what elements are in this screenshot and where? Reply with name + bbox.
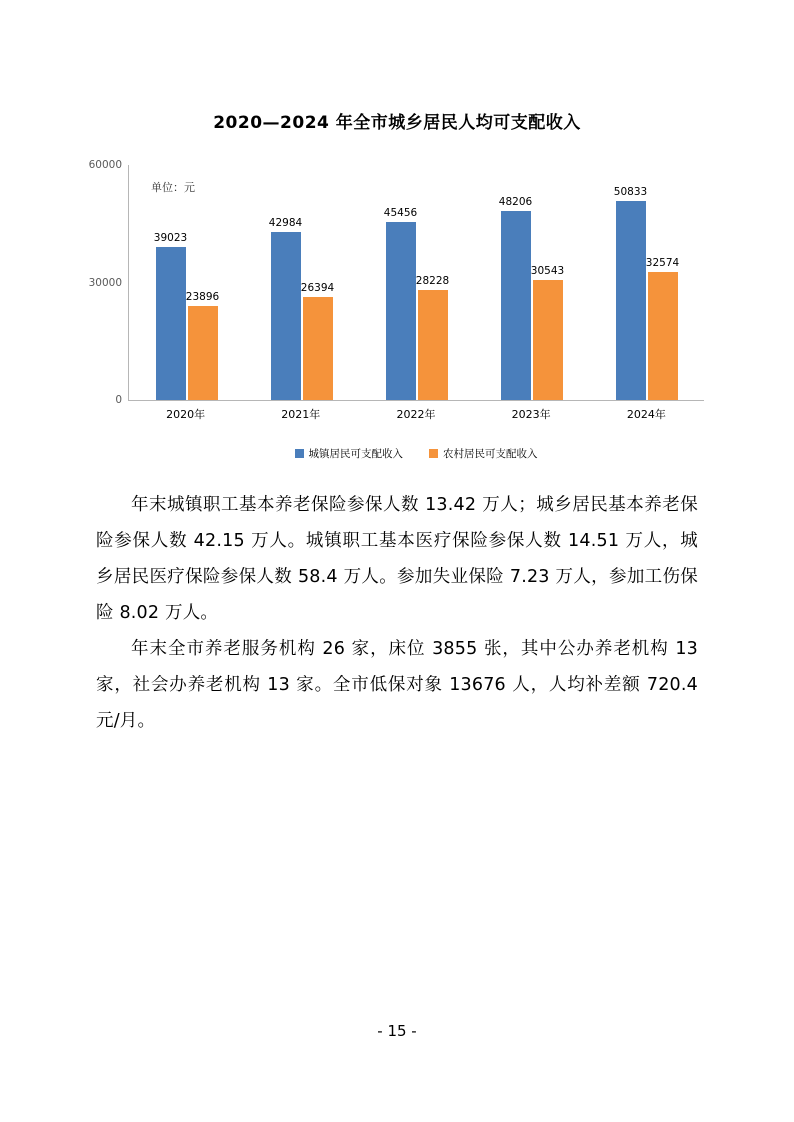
paragraph-2: 年末全市养老服务机构 26 家，床位 3855 张，其中公办养老机构 13 家，社会办养老机构 13 家。全市低保对象 13676 人，人均补差额 720.4 元/月。 <box>96 639 698 731</box>
legend-label: 城镇居民可支配收入 <box>308 448 403 460</box>
legend-item-urban <box>295 446 404 461</box>
legend-item-rural <box>429 446 538 461</box>
bar-urban-2021 <box>268 216 303 400</box>
y-axis-tick-0: 0 <box>115 394 122 406</box>
bar-value-label: 32574 <box>645 257 680 270</box>
bar-value-label: 23896 <box>185 291 220 304</box>
bar-value-label: 50833 <box>613 185 648 198</box>
bar-urban-2023 <box>498 196 533 400</box>
bar-value-label: 45456 <box>383 206 418 219</box>
x-axis-tick: 2024年 <box>626 408 666 421</box>
bar-groups <box>129 165 704 400</box>
legend-swatch-icon <box>429 449 438 458</box>
bar-chart <box>60 150 740 480</box>
bar-value-label: 28228 <box>415 274 450 287</box>
bar-value-label: 48206 <box>498 196 533 209</box>
bar-group <box>592 165 701 400</box>
bar-rural-2020 <box>185 291 220 400</box>
bar-value-label: 39023 <box>153 232 188 245</box>
bar-rural-2023 <box>530 265 565 400</box>
bar-rural-2021 <box>300 281 335 400</box>
bar-group <box>362 165 471 400</box>
body-text <box>96 487 698 739</box>
bar-value-label: 42984 <box>268 216 303 229</box>
chart-unit-label: 单位：元 <box>151 181 195 194</box>
legend-swatch-icon <box>295 449 304 458</box>
bar-urban-2020 <box>153 232 188 400</box>
bar-rural-2024 <box>645 257 680 400</box>
chart-plot-area <box>88 159 704 406</box>
bar-group <box>132 165 241 400</box>
x-axis-labels <box>128 406 704 422</box>
x-axis-tick: 2020年 <box>166 408 206 421</box>
legend-label: 农村居民可支配收入 <box>443 448 538 460</box>
bar-value-label: 30543 <box>530 265 565 278</box>
x-axis-tick: 2021年 <box>281 408 321 421</box>
bar-group <box>477 165 586 400</box>
bar-value-label: 26394 <box>300 281 335 294</box>
x-axis-tick: 2022年 <box>396 408 436 421</box>
bar-group <box>247 165 356 400</box>
chart-legend <box>128 446 704 461</box>
chart-title: 2020—2024 年全市城乡居民人均可支配收入 <box>213 113 581 133</box>
x-axis-tick: 2023年 <box>511 408 551 421</box>
paragraph-1: 年末城镇职工基本养老保险参保人数 13.42 万人；城乡居民基本养老保险参保人数 42.15 万人。城镇职工基本医疗保险参保人数 14.51 万人，城乡居民医疗保险参保人数 58.4 万人。参加失业保险 7.23 万人，参加工伤保险 8.02 万人。 <box>96 495 698 623</box>
bar-urban-2022 <box>383 206 418 400</box>
bar-urban-2024 <box>613 185 648 400</box>
bar-rural-2022 <box>415 274 450 400</box>
y-axis-tick-2: 60000 <box>88 159 122 171</box>
page-number: - 15 - <box>377 1022 417 1040</box>
y-axis-tick-1: 30000 <box>88 276 122 289</box>
